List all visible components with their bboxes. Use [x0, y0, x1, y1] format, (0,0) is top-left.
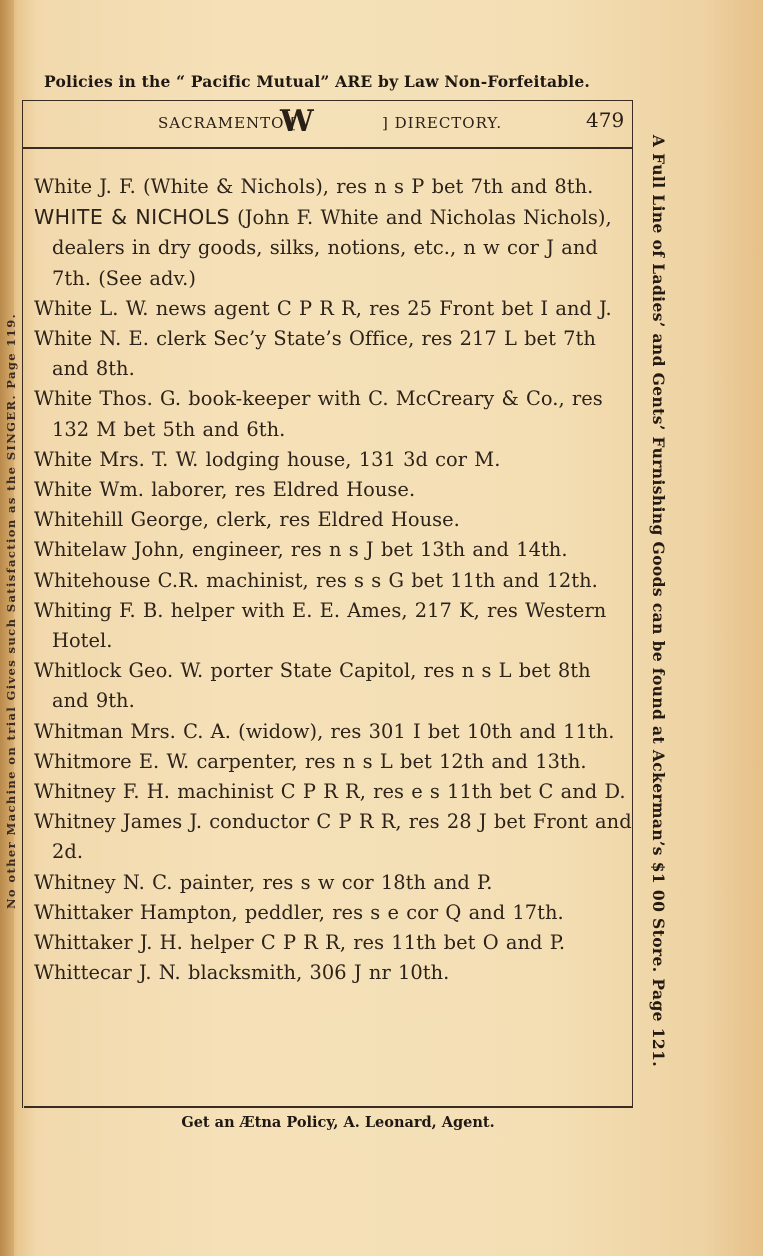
directory-entry: [34, 294, 634, 324]
directory-entry: [34, 807, 634, 867]
entry-text: White L. W. news agent C P R R, res 25 Front bet I and J.: [34, 296, 612, 320]
running-head-directory: ] DIRECTORY.: [382, 114, 503, 132]
directory-entry: [34, 868, 634, 898]
entry-text: White Mrs. T. W. lodging house, 131 3d cor M.: [34, 447, 501, 471]
directory-entry: [34, 958, 634, 988]
entry-text: Whitney N. C. painter, res s w cor 18th and P.: [34, 870, 493, 894]
entry-text: Whitelaw John, engineer, res n s J bet 13th and 14th.: [34, 538, 568, 562]
directory-entry: [34, 777, 634, 807]
footer-rule: [24, 1106, 632, 1108]
running-head-letter: W: [280, 104, 314, 139]
running-head: [30, 104, 630, 139]
directory-entry: [34, 656, 634, 716]
directory-entries: [34, 172, 634, 988]
directory-entry: [34, 747, 634, 777]
entry-text: Whitehill George, clerk, res Eldred House.: [34, 508, 460, 532]
entry-text: White Thos. G. book-keeper with C. McCreary & Co., res 132 M bet 5th and 6th.: [34, 387, 603, 441]
directory-entry: [34, 445, 634, 475]
directory-entry: [34, 324, 634, 384]
entry-text: Whitney James J. conductor C P R R, res 28 J bet Front and 2d.: [34, 810, 632, 864]
header-bottom-rule: [22, 147, 632, 149]
top-advertisement-line: Policies in the “ Pacific Mutual” ARE by Law Non-Forfeitable.: [44, 72, 591, 91]
footer-advertisement: Get an Ætna Policy, A. Leonard, Agent.: [181, 1114, 495, 1131]
entry-text: (John F. White and Nicholas Nichols), dealers in dry goods, silks, notions, etc., n w cor J and 7th. (See adv.): [52, 206, 612, 290]
directory-entry: [34, 898, 634, 928]
entry-text: Whitmore E. W. carpenter, res n s L bet 12th and 13th.: [34, 749, 587, 773]
directory-entry: [34, 928, 634, 958]
entry-text: Whittaker J. H. helper C P R R, res 11th bet O and P.: [34, 931, 566, 955]
running-head-city: SACRAMENTO [: [158, 114, 298, 132]
entry-text: White Wm. laborer, res Eldred House.: [34, 478, 416, 502]
directory-entry: [34, 717, 634, 747]
entry-text: Whitlock Geo. W. porter State Capitol, res n s L bet 8th and 9th.: [34, 659, 591, 713]
entry-business-name: WHITE & NICHOLS: [34, 205, 230, 230]
directory-entry: [34, 535, 634, 565]
directory-entry: [34, 202, 634, 294]
directory-entry: [34, 596, 634, 656]
page-number: 479: [586, 108, 625, 132]
entry-text: Whiting F. B. helper with E. E. Ames, 217 K, res Western Hotel.: [34, 598, 607, 653]
directory-entry: [34, 566, 634, 596]
header-top-rule: [22, 100, 632, 101]
left-margin-advertisement: No other Machine on trial Gives such Satisfaction as the SINGER. Page 119.: [4, 312, 18, 910]
entry-text: White N. E. clerk Sec’y State’s Office, res 217 L bet 7th and 8th.: [34, 327, 596, 381]
entry-text: Whittecar J. N. blacksmith, 306 J nr 10th.: [34, 961, 450, 985]
entry-text: Whittaker Hampton, peddler, res s e cor Q and 17th.: [34, 900, 564, 924]
directory-entry: [34, 384, 634, 444]
entry-text: Whitman Mrs. C. A. (widow), res 301 I bet 10th and 11th.: [34, 719, 615, 743]
entry-text: Whitney F. H. machinist C P R R, res e s 11th bet C and D.: [34, 780, 626, 804]
directory-entry: [34, 475, 634, 505]
directory-entry: [34, 505, 634, 535]
directory-entry: [34, 172, 634, 202]
left-column-rule: [22, 100, 23, 1108]
entry-text: Whitehouse C.R. machinist, res s s G bet 11th and 12th.: [34, 568, 598, 592]
entry-text: White J. F. (White & Nichols), res n s P bet 7th and 8th.: [34, 175, 594, 198]
right-margin-advertisement: A Full Line of Ladies’ and Gents’ Furnishing Goods can be found at Ackerman’s $1 00 Store. Page 121.: [649, 134, 668, 1068]
